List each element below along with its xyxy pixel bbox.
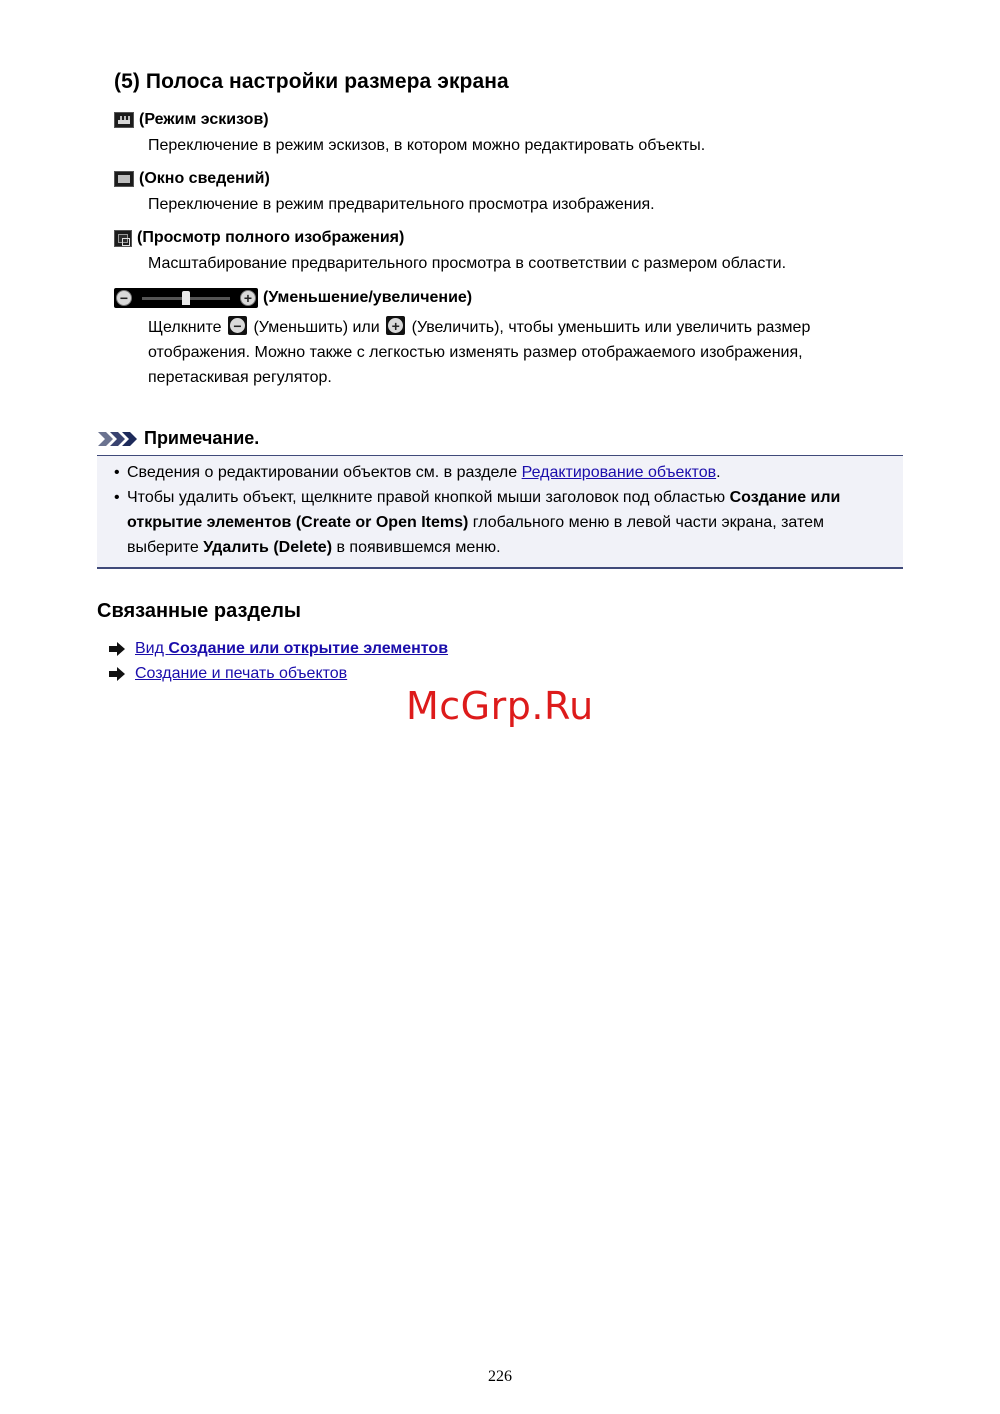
section-title: (5) Полоса настройки размера экрана <box>114 70 509 93</box>
zoom-out-icon: − <box>116 290 132 306</box>
zoom-description <box>148 315 868 390</box>
item-label: (Окно сведений) <box>139 170 270 187</box>
zoom-desc-text: (Уменьшить) или <box>253 319 380 336</box>
item-description: Переключение в режим эскизов, в котором можно редактировать объекты. <box>148 137 706 154</box>
zoom-slider-icon <box>114 288 258 308</box>
zoom-desc-text: Щелкните <box>148 319 222 336</box>
thumbnail-mode-icon <box>114 112 134 128</box>
bullet-mark: • <box>114 464 120 481</box>
item-label: (Уменьшение/увеличение) <box>263 289 473 306</box>
item-thumbnail-mode <box>114 109 269 131</box>
related-link-item <box>109 665 347 683</box>
note-text: Сведения о редактировании объектов см. в разделе <box>127 464 522 481</box>
arrow-right-icon <box>109 642 125 656</box>
arrow-right-icon <box>109 667 125 681</box>
watermark: McGrp.Ru <box>406 684 594 728</box>
note-heading <box>98 428 259 449</box>
note-title: Примечание. <box>144 428 260 448</box>
zoom-in-icon <box>386 316 405 335</box>
link-create-open-items-view[interactable] <box>135 640 448 658</box>
related-link-item <box>109 640 448 658</box>
note-text: . <box>716 464 721 481</box>
item-label: (Режим эскизов) <box>139 111 269 128</box>
note-text: глобального меню в левой части экрана, затем выберите <box>127 514 825 556</box>
note-arrows-icon <box>98 430 138 448</box>
item-zoom <box>114 287 472 309</box>
link-text-bold: Создание или открытие элементов <box>168 640 449 657</box>
zoom-desc-line1 <box>148 315 868 340</box>
zoom-desc-text: (Увеличить), чтобы уменьшить или увеличить размер <box>411 319 811 336</box>
note-text-bold: Создание или открытие элементов (Create or Open Items) <box>127 489 841 531</box>
item-details-window <box>114 168 270 190</box>
item-full-image-view <box>114 227 404 249</box>
details-window-icon <box>114 171 134 187</box>
zoom-in-icon: + <box>240 290 256 306</box>
zoom-slider-thumb <box>182 291 190 305</box>
page-number: 226 <box>488 1368 512 1385</box>
note-item <box>114 460 894 485</box>
note-text: Чтобы удалить объект, щелкните правой кнопкой мыши заголовок под областью <box>127 489 730 506</box>
note-text: в появившемся меню. <box>332 539 501 556</box>
related-title: Связанные разделы <box>97 600 301 622</box>
bullet-mark: • <box>114 489 120 506</box>
item-label: (Просмотр полного изображения) <box>137 229 405 246</box>
zoom-desc-line3: перетаскивая регулятор. <box>148 369 332 386</box>
item-description: Масштабирование предварительного просмотра в соответствии с размером области. <box>148 255 787 272</box>
full-image-view-icon <box>114 230 132 247</box>
zoom-out-icon <box>228 316 247 335</box>
note-text-bold: Удалить (Delete) <box>203 539 333 556</box>
link-create-print-objects[interactable]: Создание и печать объектов <box>135 665 348 682</box>
item-description: Переключение в режим предварительного просмотра изображения. <box>148 196 655 213</box>
zoom-in-glyph: + <box>388 318 403 333</box>
link-text: Вид <box>135 640 169 657</box>
note-item <box>114 485 889 560</box>
link-editing-objects[interactable]: Редактирование объектов <box>521 464 717 481</box>
zoom-desc-line2: отображения. Можно также с легкостью изменять размер отображаемого изображения, <box>148 344 803 361</box>
zoom-out-glyph: − <box>230 318 245 333</box>
